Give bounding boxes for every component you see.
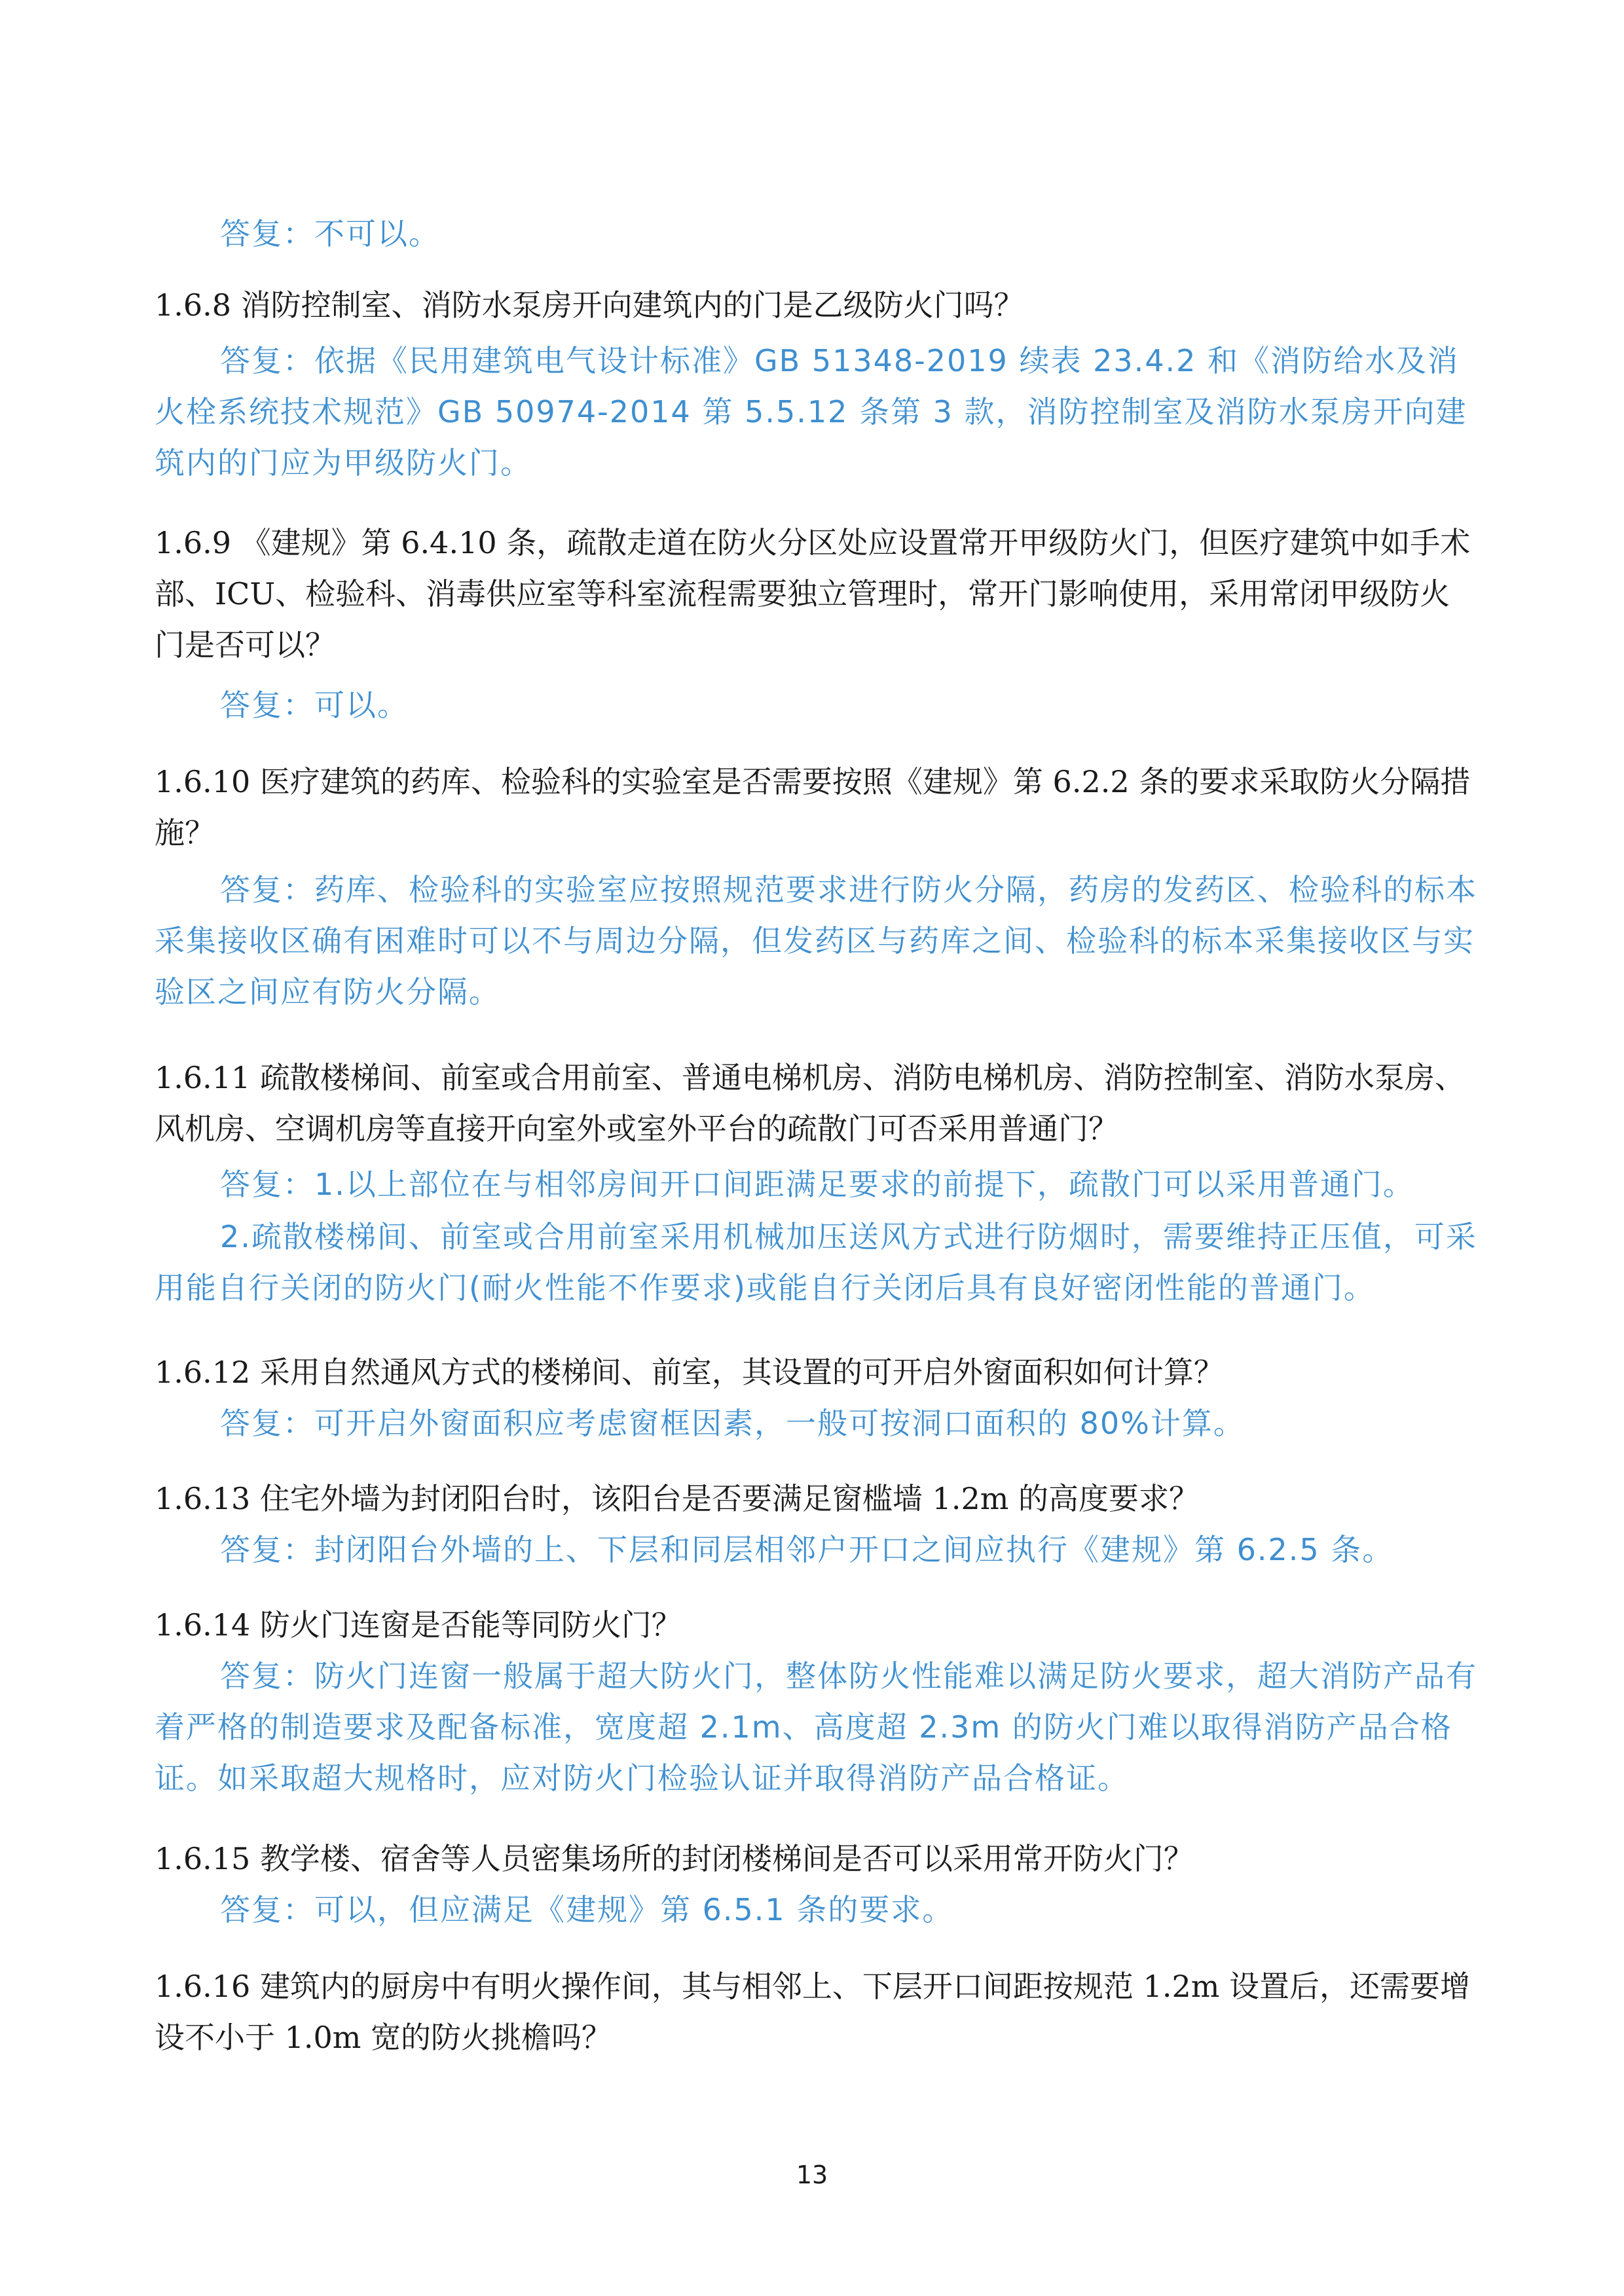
question-1-6-11: 1.6.11 疏散楼梯间、前室或合用前室、普通电梯机房、消防电梯机房、消防控制室、消防水泵房、风机房、空调机房等直接开向室外或室外平台的疏散门可否采用普通门？ bbox=[155, 1060, 1465, 1146]
answer-text: 答复：防火门连窗一般属于超大防火门，整体防火性能难以满足防火要求，超大消防产品有着严格的制造要求及配备标准，宽度超 2.1m、高度超 2.3m 的防火门难以取得消防产品合格证。如采取超大规格时，应对防火门检验认证并取得消防产品合格证。 bbox=[155, 1658, 1477, 1796]
page-number: 13 bbox=[796, 2160, 828, 2189]
answer-text: 答复：药库、检验科的实验室应按照规范要求进行防火分隔，药房的发药区、检验科的标本采集接收区确有困难时可以不与周边分隔，但发药区与药库之间、检验科的标本采集接收区与实验区之间应有防火分隔。 bbox=[155, 872, 1477, 1010]
answer-text: 答复：可开启外窗面积应考虑窗框因素，一般可按洞口面积的 80%计算。 bbox=[220, 1406, 1245, 1441]
question-1-6-16: 1.6.16 建筑内的厨房中有明火操作间，其与相邻上、下层开口间距按规范 1.2m 设置后，还需要增设不小于 1.0m 宽的防火挑檐吗？ bbox=[155, 1969, 1470, 2055]
answer-text: 答复：可以。 bbox=[220, 687, 409, 723]
question-1-6-9: 1.6.9 《建规》第 6.4.10 条，疏散走道在防火分区处应设置常开甲级防火门，但医疗建筑中如手术部、ICU、检验科、消毒供应室等科室流程需要独立管理时，常开门影响使用，采用常闭甲级防火门是否可以？ bbox=[155, 525, 1471, 663]
answer-text: 2.疏散楼梯间、前室或合用前室采用机械加压送风方式进行防烟时，需要维持正压值，可采用能自行关闭的防火门(耐火性能不作要求)或能自行关闭后具有良好密闭性能的普通门。 bbox=[155, 1219, 1477, 1305]
question-1-6-14: 1.6.14 防火门连窗是否能等同防火门？ bbox=[155, 1607, 682, 1643]
answer-text: 答复：不可以。 bbox=[220, 216, 440, 251]
answer-text: 答复：1.以上部位在与相邻房间开口间距满足要求的前提下，疏散门可以采用普通门。 bbox=[220, 1167, 1414, 1202]
question-1-6-8: 1.6.8 消防控制室、消防水泵房开向建筑内的门是乙级防火门吗？ bbox=[155, 287, 1024, 323]
question-1-6-12: 1.6.12 采用自然通风方式的楼梯间、前室，其设置的可开启外窗面积如何计算？ bbox=[155, 1355, 1224, 1390]
answer-text: 答复：封闭阳台外墙的上、下层和同层相邻户开口之间应执行《建规》第 6.2.5 条。 bbox=[220, 1532, 1394, 1567]
answer-text: 答复：依据《民用建筑电气设计标准》GB 51348-2019 续表 23.4.2 和《消防给水及消火栓系统技术规范》GB 50974-2014 第 5.5.12 条第 3 款，消防控制室及消防水泵房开向建筑内的门应为甲级防火门。 bbox=[155, 343, 1467, 481]
question-1-6-15: 1.6.15 教学楼、宿舍等人员密集场所的封闭楼梯间是否可以采用常开防火门？ bbox=[155, 1841, 1194, 1876]
answer-text: 答复：可以，但应满足《建规》第 6.5.1 条的要求。 bbox=[220, 1892, 954, 1927]
question-1-6-13: 1.6.13 住宅外墙为封闭阳台时，该阳台是否要满足窗槛墙 1.2m 的高度要求？ bbox=[155, 1481, 1199, 1516]
question-1-6-10: 1.6.10 医疗建筑的药库、检验科的实验室是否需要按照《建规》第 6.2.2 条的要求采取防火分隔措施？ bbox=[155, 764, 1471, 850]
